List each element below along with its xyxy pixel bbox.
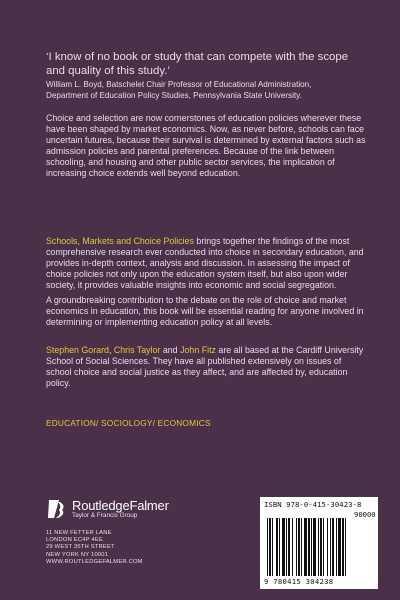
description-paragraph-2 (46, 236, 368, 291)
publisher-wordmark (72, 499, 169, 520)
author-separator: , (108, 345, 114, 355)
address-line: WWW.ROUTLEDGEFALMER.COM (46, 558, 143, 565)
subject-categories: EDUCATION/ SOCIOLOGY/ ECONOMICS (46, 418, 211, 428)
price-code: 90000 (354, 510, 376, 519)
publisher-block (46, 498, 196, 566)
book-title: Schools, Markets and Choice Policies (46, 236, 194, 246)
barcode-bar (276, 518, 278, 576)
barcode-bar (272, 518, 273, 576)
barcode-bar (338, 518, 341, 576)
barcode-bar (304, 518, 307, 576)
barcode-bar (332, 518, 334, 576)
author-separator: and (160, 345, 181, 355)
author-name: Stephen Gorard (46, 345, 109, 355)
publisher-name: RoutledgeFalmer (72, 497, 169, 513)
barcode-bar (345, 518, 346, 576)
address-line: NEW YORK NY 10001 (46, 551, 109, 558)
barcode-bar (298, 518, 300, 576)
barcode-bar (269, 518, 271, 576)
barcode-number: 9 780415 304238 (264, 577, 334, 586)
barcode-bar (288, 518, 290, 576)
author-bio (46, 345, 368, 389)
quote-attribution-line2: Department of Education Policy Studies, Pennsylvania State University. (46, 90, 302, 100)
barcode-bar (267, 518, 268, 576)
paragraph-3-text: A groundbreaking contribution to the debate on the role of choice and market economics in education, this book will be essential reading for anyone involved in determining or implementing education policy at all levels. (46, 295, 364, 328)
address-line: LONDON EC4P 4EE (46, 537, 104, 544)
barcode-bar (330, 518, 331, 576)
barcode-bar (279, 518, 280, 576)
publisher-address (46, 530, 196, 566)
quote-text: ‘I know of no book or study that can compete with the scope and quality of this study.’ (46, 51, 349, 77)
paragraph-2-rest: brings together the findings of the most comprehensive research ever conducted into choice in secondary education, and provides in-depth context, analysis and discussion. In assessing the impact of choice policies not only upon the education system itself, but also upon wider society, it provides valuable insights into economic and social segregation. (46, 236, 364, 291)
barcode-bar (311, 518, 312, 576)
barcode-bar (342, 518, 344, 576)
address-line: 11 NEW FETTER LANE (46, 530, 112, 536)
endorsement-quote (46, 50, 368, 101)
barcode-bar (292, 518, 293, 576)
barcode-bars (266, 518, 374, 576)
description-paragraph-1 (46, 113, 368, 179)
paragraph-2-text (46, 236, 368, 291)
publisher-logo (46, 498, 196, 520)
barcode-bar (308, 518, 310, 576)
author-bio-text (46, 345, 368, 389)
barcode-bar (327, 518, 328, 576)
publisher-group: Taylor & Francis Group (72, 511, 138, 519)
barcode-bar (336, 518, 337, 576)
barcode-bar (286, 518, 287, 576)
address-line: 29 WEST 35TH STREET (46, 544, 115, 551)
routledge-falmer-logo-icon (46, 498, 68, 520)
barcode-bar (323, 518, 324, 576)
barcode-bar (313, 518, 316, 576)
paragraph-1-text: Choice and selection are now cornerstones of education policies wherever these have been shaped by market economics. Now, as never before, schools can face uncertain futures, because their survival is determined by external factors such as admission policies and parental preferences. Because of the link between schooling, and housing and other public sector services, the implication of increasing choice extends well beyond education. (46, 113, 366, 179)
barcode-bar (296, 518, 297, 576)
author-bio-rest: are all based at the Cardiff University School of Social Sciences. They have all published extensively on issues of school choice and social justice as they affect, and are affected by, education policy. (46, 345, 364, 389)
author-name: Chris Taylor (113, 345, 161, 355)
quote-attribution-line1: William L. Boyd, Batschelet Chair Professor of Educational Administration, (46, 80, 312, 89)
description-paragraph-3 (46, 295, 368, 328)
barcode-bar (301, 518, 302, 576)
isbn-barcode (260, 497, 378, 589)
author-name: John Fitz (180, 345, 216, 355)
isbn-text: ISBN 978-0-415-30423-8 (264, 500, 362, 509)
barcode-bar (318, 518, 319, 576)
barcode-bar (320, 518, 322, 576)
quote-attribution (46, 80, 368, 101)
barcode-bar (282, 518, 285, 576)
